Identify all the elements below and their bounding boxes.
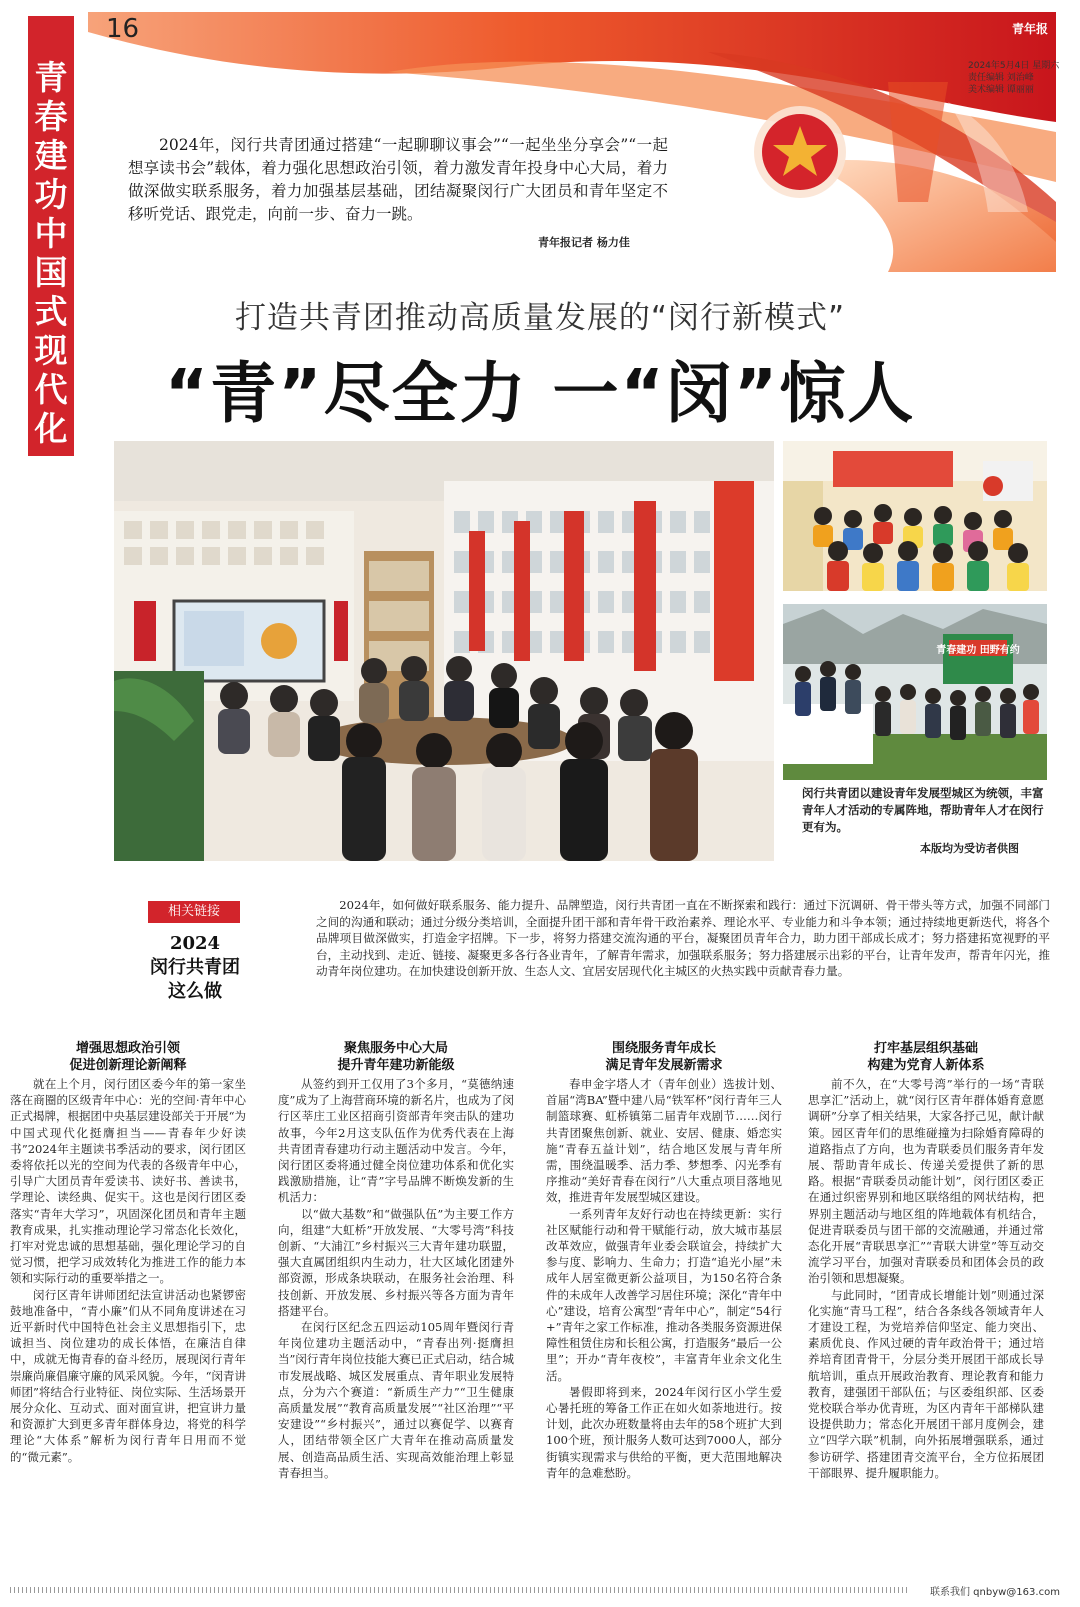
column-headline-line: 满足青年发展新需求 bbox=[605, 1058, 723, 1073]
art-editor-credit: 美术编辑 谭丽丽 bbox=[968, 85, 1034, 95]
column-paragraph: 闵行区青年讲师团纪法宣讲活动也紧锣密鼓地准备中，“青小廉”们从不同角度讲述在习近平新时代中国特色社会主义思想指引下，忠诚担当、岗位建功的成长体悟，在廉洁自律中，成就无悔青春的奋斗经历，展现闵行青年崇廉尚廉倡廉守廉的风采风貌。今年，“闵青讲师团”将结合行业特征、岗位实际、生活场景开展分众化、互动式、面对面宣讲，把宣讲力量和资源扩大到更多青年群体身边，将党的科学理论“大体系”解析为闵行青年日用而不觉的“微元素”。 bbox=[10, 1287, 246, 1464]
photo-children bbox=[783, 441, 1047, 591]
column-title: 青春建功中国式现代化 bbox=[34, 58, 68, 448]
headline-subtitle: 打造共青团推动高质量发展的“闵行新模式” bbox=[234, 300, 846, 336]
column-headline-line: 提升青年建功新能级 bbox=[337, 1058, 455, 1073]
column-headline-line: 构建为党育人新体系 bbox=[867, 1058, 985, 1073]
related-body-text: 2024年，如何做好联系服务、能力提升、品牌塑造，闵行共青团一直在不断探索和践行：通过下沉调研、骨干带头等方式，加强不同部门之间的沟通和联动；通过分级分类培训，全面提升团干部和青年骨干政治素养、理论水平、专业能力和斗争本领；通过持续地更新迭代，将各个品牌项目做深做实，打造金字招牌。下一步，将努力搭建交流沟通的平台，凝聚团员青年合力，助力团干部成长成才；努力搭建拓宽视野的平台，主动找到、走近、链接、凝聚更多各行各业青年，了解青年需求，加强联系服务；努力搭建展示出彩的平台，让青年发声，帮青年闪光，推动青年岗位建功。在加快建设创新开放、生态人文、宜居安居现代化主城区的火热实践中贡献青春力量。 bbox=[316, 898, 1050, 978]
column-paragraph: 从签约到开工仅用了3个多月，“莫德纳速度”成为了上海营商环境的新名片，也成为了闵行区莘庄工业区招商引资部青年突击队的建功故事，今年2月这支队伍作为优秀代表在上海共青团青春建功行动主题活动中发言。今年，闵行团区委将通过健全岗位建功体系和优化实践激励措施，让“青”字号品牌不断焕发新的生机活力： bbox=[278, 1077, 514, 1205]
related-body bbox=[316, 897, 1050, 980]
column-headline-line: 增强思想政治引领 bbox=[75, 1041, 180, 1056]
column-body bbox=[278, 1076, 514, 1481]
related-tag: 相关链接 bbox=[148, 901, 240, 923]
editor-credit: 责任编辑 刘治峰 bbox=[968, 73, 1034, 83]
column-paragraph: 在闵行区纪念五四运动105周年暨闵行青年岗位建功主题活动中，“青春出列·挺膺担当”闵行青年岗位技能大赛已正式启动，结合城市发展战略、城区发展重点、青年职业发展特点，分为六个赛道：“新质生产力”“卫生健康高质量发展”“教育高质量发展”“社区治理”“平安建设”“乡村振兴”，通过以赛促学、以赛育人，团结带领全区广大青年在推动高质量发展、创造高品质生活、实现高效能治理上彰显青春担当。 bbox=[278, 1320, 514, 1480]
article-column bbox=[10, 1040, 246, 1465]
lede bbox=[128, 134, 668, 226]
column-headline-line: 围绕服务青年成长 bbox=[611, 1041, 716, 1056]
column-headline-line: 打牢基层组织基础 bbox=[873, 1041, 978, 1056]
related-title-line: 2024 bbox=[169, 933, 221, 954]
column-headline-line: 促进创新理论新阐释 bbox=[69, 1058, 187, 1073]
column-headline-line: 聚焦服务中心大局 bbox=[343, 1041, 448, 1056]
lede-text: 2024年，闵行共青团通过搭建“一起聊聊议事会”“一起坐坐分享会”“一起想享读书会”载体，着力强化思想政治引领，着力激发青年投身中心大局，着力做深做实联系服务，着力加强基层基础，团结凝聚闵行广大团员和青年坚定不移听党话、跟党走，向前一步、奋力一跳。 bbox=[128, 136, 668, 223]
column-headline bbox=[546, 1040, 782, 1074]
column-paragraph: 以“做大基数”和“做强队伍”为主要工作方向，组建“大虹桥”开放发展、“大零号湾”科技创新、“大浦江”乡村振兴三大青年建功联盟，强大直属团组织内生动力，壮大区域化团建外部资源，形成条块联动，在服务社会治理、科技创新、开放发展、乡村振兴等各方面为青年搭建平台。 bbox=[278, 1206, 514, 1318]
column-body bbox=[546, 1076, 782, 1481]
column-paragraph: 前不久，在“大零号湾”举行的一场“青联思享汇”活动上，就“闵行区青年群体婚育意愿调研”分享了相关结果，大家各抒己见，献计献策。园区青年们的思维碰撞为扫除婚育障碍的道路指点了方向，也为青联委员们服务青年发展、帮助青年成长、传递关爱提供了新的思路。根据“青联委员动能计划”，闵行团区委正在通过织密界别和地区联络组的网状结构，把界别主题活动与地区组的阵地载体有机结合，促进青联委员与团干部的交流融通，并通过常态化开展“青联思享汇”“青联大讲堂”等互动交流学习平台，加强对青联委员和团体会员的政治引领和思想凝聚。 bbox=[808, 1077, 1044, 1286]
column-headline bbox=[808, 1040, 1044, 1074]
column-headline bbox=[10, 1040, 246, 1074]
event-banner-text: 青春建功 田野有约 bbox=[936, 645, 1020, 656]
photo-meeting bbox=[114, 441, 774, 861]
page-number: 16 bbox=[106, 14, 140, 44]
column-paragraph: 一系列青年友好行动也在持续更新：实行社区赋能行动和骨干赋能行动，放大城市基层改革效应，做强青年业委会联谊会，持续扩大参与度、影响力、生命力；打造“追光小屋”未成年人居室微更新公益项目，为150名符合条件的未成年人改善学习居住环境；深化“青年中心”建设，培育公寓型“青年中心”，制定“54行+”青年之家工作标准，推动各类服务资源进保障性租赁住房和长租公寓，打造服务“最后一公里”；开办“青年夜校”，丰富青年业余文化生活。 bbox=[546, 1206, 782, 1383]
photo-outdoor-event bbox=[783, 604, 1047, 780]
photo-caption: 闵行共青团以建设青年发展型城区为统领，丰富青年人才活动的专属阵地，帮助青年人才在闵行更有为。 bbox=[802, 786, 1044, 834]
column-body bbox=[10, 1076, 246, 1465]
column-body bbox=[808, 1076, 1044, 1481]
related-title bbox=[140, 932, 250, 1004]
column-paragraph: 就在上个月，闵行团区委今年的第一家坐落在商圈的区级青年中心：光的空间·青年中心正式揭牌，根据团中央基层建设部关于开展“为中国式现代化挺膺担当——青春年少好读书”2024年主题读书季活动的要求，闵行团区委将依托以光的空间为代表的各级青年中心，引导广大团员青年爱读书、读好书、善读书，学理论、读经典、促实干。这也是闵行团区委落实“青年大学习”，巩固深化团员和青年主题教育成果，扎实推动理论学习常态化长效化，打牢对党忠诚的思想基础，强化理论学习的自觉习惯，把学习成效转化为推进工作的能力本领和实际行动的重要举措之一。 bbox=[10, 1077, 246, 1286]
related-title-line: 闵行共青团 bbox=[150, 957, 240, 978]
footer-rule bbox=[10, 1587, 910, 1593]
related-title-line: 这么做 bbox=[168, 981, 222, 1002]
byline: 青年报记者 杨力佳 bbox=[538, 236, 630, 249]
column-paragraph: 春申金字塔人才（青年创业）选拔计划、首届“湾BA”暨中建八局“铁军杯”闵行青年三人制篮球赛、虹桥镇第二届青年戏剧节……闵行共青团聚焦创新、就业、安居、健康、婚恋实施“青春五益计划”，结合地区发展与青年所需，围绕温暖季、活力季、梦想季、闪光季有序推动“美好青春在闵行”八大重点项目落地见效，推进青年发展型城区建设。 bbox=[546, 1077, 782, 1205]
issue-meta bbox=[968, 60, 1078, 96]
masthead-logo: 青年报 bbox=[1012, 22, 1049, 36]
headline-title: “青”尽全力 一“闵”惊人 bbox=[164, 355, 916, 432]
column-paragraph: 与此同时，“团青成长增能计划”则通过深化实施“青马工程”，结合各条线各领域青年人才建设工程，为党培养信仰坚定、能力突出、素质优良、作风过硬的青年政治骨干；通过培养培育团青骨干，分层分类开展团干部成长导航培训，重点开展政治教育、理论教育和能力教育，建强团干部队伍；与区委组织部、区委党校联合举办优青班，为区内青年干部梯队建设提供助力；常态化开展团干部月度例会，建立“四学六联”机制，向外拓展增强联系，通过参访研学、搭建团青交流平台，全方位拓展团干部眼界、提升履职能力。 bbox=[808, 1287, 1044, 1480]
issue-date: 2024年5月4日 星期六 bbox=[968, 61, 1060, 71]
column-paragraph: 暑假即将到来，2024年闵行区小学生爱心暑托班的筹备工作正在如火如荼地进行。按计划，此次办班数量将由去年的58个班扩大到100个班，预计服务人数可达到7000人，部分街镇实现需求与供给的平衡，更大范围地解决青年的急难愁盼。 bbox=[546, 1384, 782, 1480]
article-column bbox=[546, 1040, 782, 1481]
footer-contact: 联系我们 qnbyw@163.com bbox=[930, 1587, 1060, 1598]
article-column bbox=[278, 1040, 514, 1481]
photo-credit: 本版均为受访者供图 bbox=[920, 842, 1019, 855]
article-column bbox=[808, 1040, 1044, 1481]
column-headline bbox=[278, 1040, 514, 1074]
